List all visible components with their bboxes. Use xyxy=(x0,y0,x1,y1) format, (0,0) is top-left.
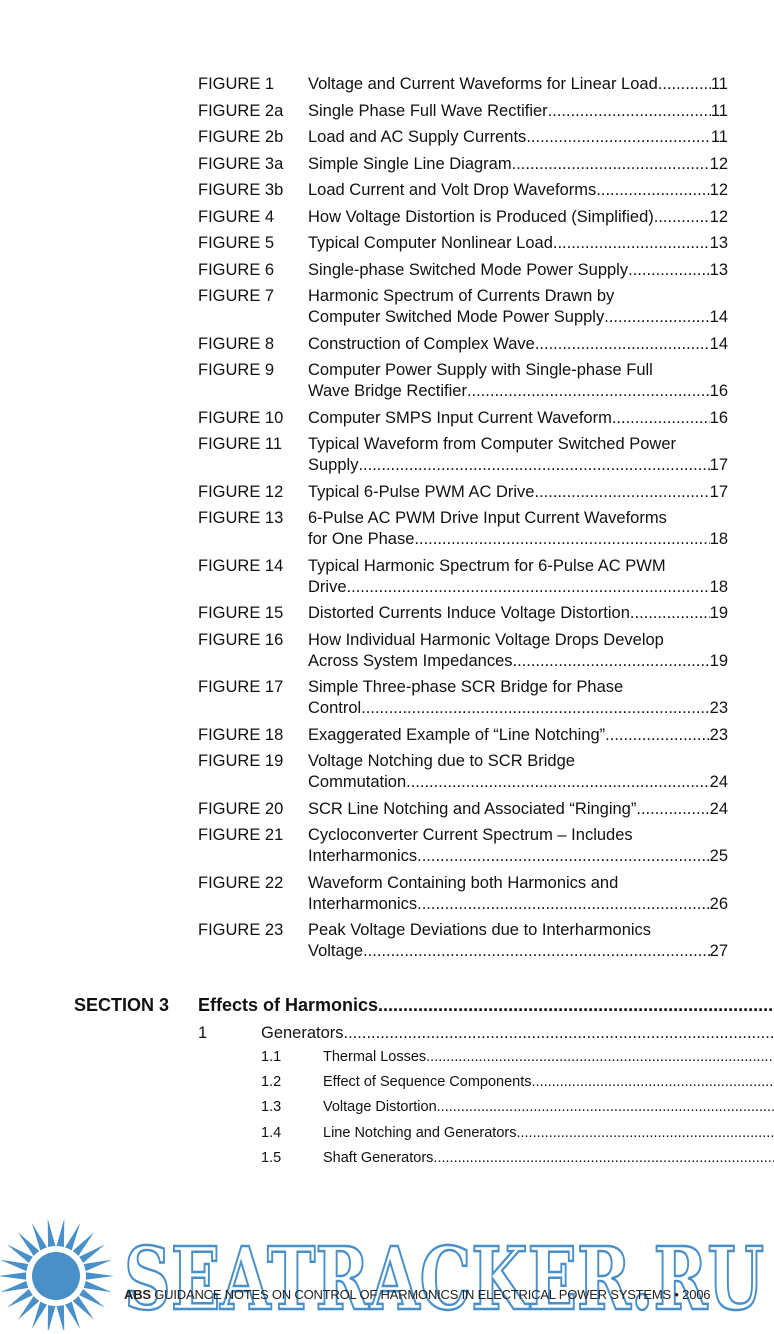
figure-title: Simple Single Line Diagram xyxy=(308,154,512,173)
seatracker-watermark xyxy=(0,1212,774,1330)
figure-page: 27 xyxy=(709,942,728,960)
figure-entry[interactable] xyxy=(198,207,728,228)
figure-page: 12 xyxy=(709,207,728,226)
figure-title: Interharmonics xyxy=(308,894,418,913)
figure-page: 14 xyxy=(709,334,728,353)
figure-label: FIGURE 8 xyxy=(198,334,275,353)
figure-label: FIGURE 19 xyxy=(198,752,284,770)
figure-entry[interactable] xyxy=(198,799,728,820)
figure-label: FIGURE 11 xyxy=(198,435,283,453)
subsubsection-title: Line Notching and Generators xyxy=(323,1124,517,1141)
figure-label: FIGURE 16 xyxy=(198,630,284,649)
figure-page: 17 xyxy=(709,482,728,501)
subsubsection-title: Effect of Sequence Components xyxy=(323,1074,532,1091)
figure-page: 16 xyxy=(709,408,728,427)
figure-title-line1: 6-Pulse AC PWM Drive Input Current Waveforms xyxy=(308,509,667,527)
figure-label: FIGURE 18 xyxy=(198,725,284,744)
figure-label: FIGURE 14 xyxy=(198,556,284,575)
footer-brand: ABS xyxy=(124,1287,151,1302)
figure-page: 17 xyxy=(709,456,728,474)
figure-label: FIGURE 22 xyxy=(198,873,284,892)
figure-page: 19 xyxy=(709,651,728,670)
figure-title: Voltage and Current Waveforms for Linear Load xyxy=(308,75,658,93)
figure-page: 16 xyxy=(709,382,728,400)
figure-title-line1: How Individual Harmonic Voltage Drops Develop xyxy=(308,630,664,649)
figure-entry[interactable] xyxy=(198,260,728,281)
subsubsection-number: 1.4 xyxy=(261,1124,282,1141)
figure-entry[interactable] xyxy=(198,101,728,122)
figure-title: Commutation xyxy=(308,773,407,791)
list-of-figures xyxy=(198,74,728,968)
figure-page: 13 xyxy=(709,234,728,252)
figure-entry[interactable] xyxy=(198,180,728,201)
subsubsection-number: 1.5 xyxy=(261,1149,282,1166)
figure-entry[interactable] xyxy=(198,603,728,624)
figure-title-line1: Peak Voltage Deviations due to Interharmonics xyxy=(308,921,652,939)
figure-entry[interactable] xyxy=(198,825,728,867)
subsubsection-entry[interactable] xyxy=(261,1048,728,1066)
figure-page: 13 xyxy=(709,260,728,279)
figure-page: 24 xyxy=(709,799,728,818)
figure-label: FIGURE 21 xyxy=(198,826,284,844)
subsubsection-title: Voltage Distortion xyxy=(323,1099,437,1116)
watermark-text: SEATRACKER.RU xyxy=(124,1229,764,1330)
subsubsection-number: 1.3 xyxy=(261,1099,282,1116)
figure-label: FIGURE 9 xyxy=(198,361,275,379)
figure-page: 23 xyxy=(709,699,728,717)
subsubsection-entry[interactable] xyxy=(261,1073,728,1091)
subsubsection-entry[interactable] xyxy=(261,1149,728,1167)
figure-entry[interactable] xyxy=(198,482,728,503)
figure-page: 12 xyxy=(709,154,728,173)
sun-burst-icon xyxy=(0,1219,114,1330)
figure-title: Typical 6-Pulse PWM AC Drive xyxy=(308,482,535,501)
figure-title: Interharmonics xyxy=(308,847,418,865)
figure-page: 11 xyxy=(710,128,728,146)
figure-entry[interactable] xyxy=(198,334,728,355)
figure-label: FIGURE 2a xyxy=(198,101,284,120)
figure-title: Construction of Complex Wave xyxy=(308,334,535,353)
figure-entry[interactable] xyxy=(198,434,728,476)
subsubsection-list xyxy=(261,1048,728,1174)
figure-title-line1: Voltage Notching due to SCR Bridge xyxy=(308,752,575,770)
figure-title: How Voltage Distortion is Produced (Simplified) xyxy=(308,207,654,226)
figure-entry[interactable] xyxy=(198,725,728,746)
figure-title: Distorted Currents Induce Voltage Distortion xyxy=(308,604,630,622)
figure-page: 14 xyxy=(709,308,728,326)
figure-title: Supply xyxy=(308,456,359,474)
figure-page: 12 xyxy=(709,181,728,199)
figure-page: 26 xyxy=(709,894,728,913)
subsubsection-title: Shaft Generators xyxy=(323,1149,434,1166)
figure-title: Voltage xyxy=(308,942,364,960)
figure-entry[interactable] xyxy=(198,360,728,402)
figure-title: Control xyxy=(308,699,362,717)
section-label: SECTION 3 xyxy=(74,995,170,1015)
figure-title: Typical Computer Nonlinear Load xyxy=(308,234,553,252)
figure-title-line1: Cycloconverter Current Spectrum – Includes xyxy=(308,826,633,844)
subsubsection-number: 1.1 xyxy=(261,1049,282,1065)
figure-entry[interactable] xyxy=(198,630,728,672)
figure-label: FIGURE 5 xyxy=(198,234,275,252)
subsubsection-number: 1.2 xyxy=(261,1074,282,1091)
figure-label: FIGURE 15 xyxy=(198,604,284,622)
figure-title: Load Current and Volt Drop Waveforms xyxy=(308,181,597,199)
figure-label: FIGURE 7 xyxy=(198,287,275,305)
figure-title: Exaggerated Example of “Line Notching” xyxy=(308,725,606,744)
figure-title-line1: Harmonic Spectrum of Currents Drawn by xyxy=(308,287,615,305)
figure-label: FIGURE 1 xyxy=(198,75,275,93)
figure-title-line1: Simple Three-phase SCR Bridge for Phase xyxy=(308,678,624,696)
section-3-entry[interactable] xyxy=(74,994,728,1016)
figure-title: Computer SMPS Input Current Waveform xyxy=(308,408,612,427)
figure-page: 23 xyxy=(709,725,728,744)
subsubsection-title: Thermal Losses xyxy=(323,1049,427,1065)
figure-label: FIGURE 4 xyxy=(198,207,275,226)
figure-title: Drive xyxy=(308,577,347,596)
figure-entry[interactable] xyxy=(198,508,728,550)
figure-title: for One Phase xyxy=(308,530,415,548)
figure-label: FIGURE 20 xyxy=(198,799,284,818)
figure-page: 11 xyxy=(710,101,728,120)
subsubsection-entry[interactable] xyxy=(261,1124,728,1142)
figure-title: Computer Switched Mode Power Supply xyxy=(308,308,605,326)
section-title: Effects of Harmonics xyxy=(198,995,379,1015)
figure-entry[interactable] xyxy=(198,677,728,719)
figure-title: Single Phase Full Wave Rectifier xyxy=(308,101,548,120)
figure-entry[interactable] xyxy=(198,408,728,429)
figure-title-line1: Waveform Containing both Harmonics and xyxy=(308,873,619,892)
figure-label: FIGURE 10 xyxy=(198,408,284,427)
figure-page: 18 xyxy=(709,577,728,596)
figure-entry[interactable] xyxy=(198,873,728,915)
figure-entry[interactable] xyxy=(198,751,728,793)
figure-title-line1: Computer Power Supply with Single-phase Full xyxy=(308,361,653,379)
figure-title-line1: Typical Waveform from Computer Switched Power xyxy=(308,435,677,453)
figure-title: Wave Bridge Rectifier xyxy=(308,382,467,400)
figure-title: SCR Line Notching and Associated “Ringing” xyxy=(308,799,637,818)
subsubsection-entry[interactable] xyxy=(261,1098,728,1116)
figure-title: Across System Impedances xyxy=(308,651,513,670)
subsection-generators[interactable] xyxy=(198,1023,728,1043)
figure-page: 25 xyxy=(709,847,728,865)
page-footer xyxy=(124,1287,710,1303)
figure-label: FIGURE 3b xyxy=(198,181,284,199)
figure-page: 11 xyxy=(710,75,728,93)
figure-page: 19 xyxy=(709,604,728,622)
figure-page: 18 xyxy=(709,530,728,548)
figure-entry[interactable] xyxy=(198,920,728,962)
figure-title: Load and AC Supply Currents xyxy=(308,128,527,146)
figure-label: FIGURE 23 xyxy=(198,921,284,939)
figure-entry[interactable] xyxy=(198,127,728,148)
figure-label: FIGURE 2b xyxy=(198,128,284,146)
figure-page: 24 xyxy=(709,773,728,791)
figure-label: FIGURE 12 xyxy=(198,482,284,501)
footer-text: GUIDANCE NOTES ON CONTROL OF HARMONICS IN ELECTRICAL POWER SYSTEMS • 2006 xyxy=(150,1287,711,1302)
figure-label: FIGURE 3a xyxy=(198,154,284,173)
figure-entry[interactable] xyxy=(198,74,728,95)
figure-entry[interactable] xyxy=(198,556,728,598)
figure-title: Single-phase Switched Mode Power Supply xyxy=(308,260,629,279)
subsection-number: 1 xyxy=(198,1024,208,1042)
subsection-title: Generators xyxy=(261,1024,344,1042)
figure-entry[interactable] xyxy=(198,154,728,175)
figure-label: FIGURE 17 xyxy=(198,678,284,696)
figure-title-line1: Typical Harmonic Spectrum for 6-Pulse AC PWM xyxy=(308,556,666,575)
figure-label: FIGURE 13 xyxy=(198,509,284,527)
figure-entry[interactable] xyxy=(198,233,728,254)
figure-label: FIGURE 6 xyxy=(198,260,275,279)
figure-entry[interactable] xyxy=(198,286,728,328)
